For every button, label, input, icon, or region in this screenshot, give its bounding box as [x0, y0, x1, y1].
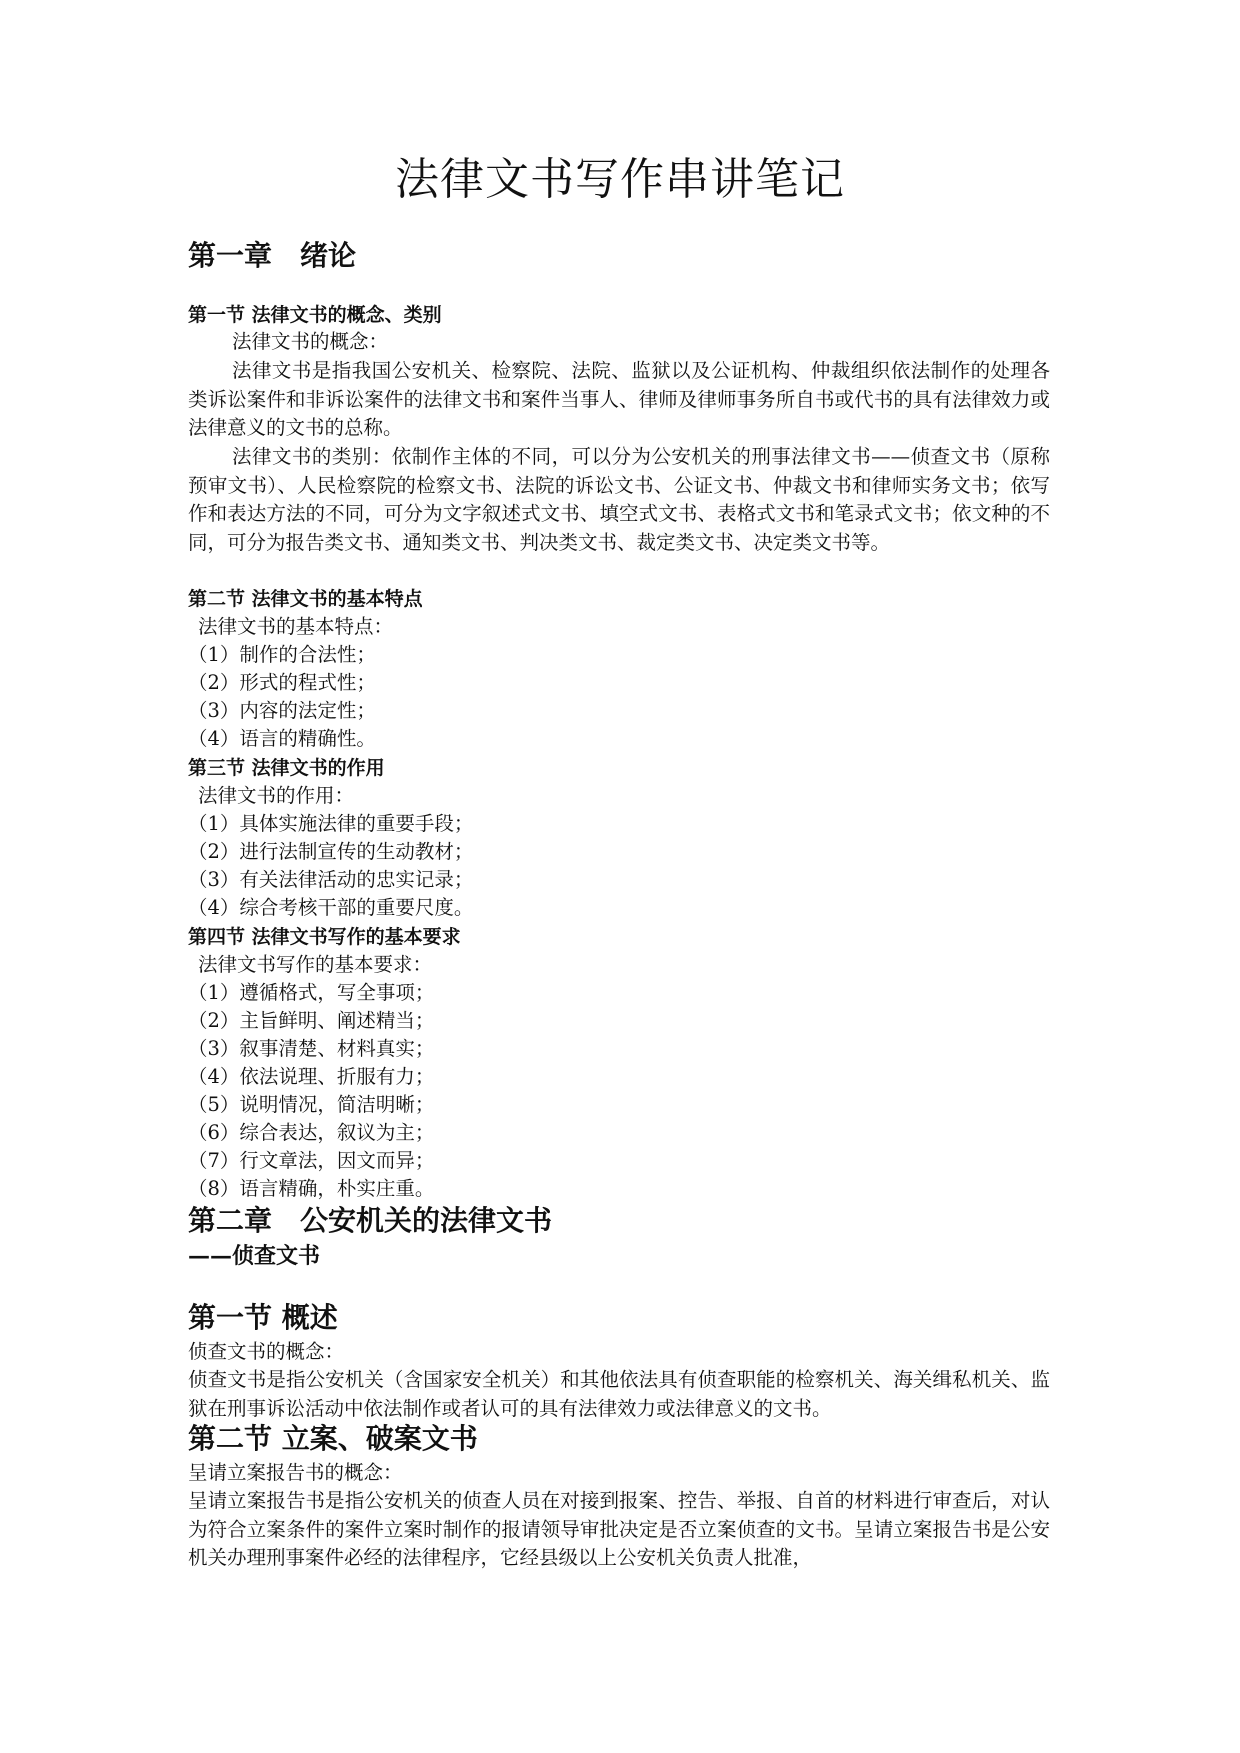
document-title: 法律文书写作串讲笔记: [395, 154, 845, 205]
ch1-s3-label: 法律文书的作用：: [198, 784, 355, 807]
list-item: （1）具体实施法律的重要手段；: [188, 812, 474, 835]
chapter-2-heading: 第二章 公安机关的法律文书: [188, 1204, 553, 1237]
ch2-section-2-heading: 第二节 立案、破案文书: [188, 1422, 478, 1455]
list-item: （3）内容的法定性；: [188, 699, 376, 722]
list-item: （4）依法说理、折服有力；: [188, 1065, 435, 1088]
list-item: （3）有关法律活动的忠实记录；: [188, 868, 474, 891]
ch2-s1-paragraph: 侦查文书是指公安机关（含国家安全机关）和其他依法具有侦查职能的检察机关、海关缉私机关、监狱在刑事诉讼活动中依法制作或者认可的具有法律效力或法律意义的文书。: [188, 1368, 1050, 1420]
list-item: （2）进行法制宣传的生动教材；: [188, 840, 474, 863]
list-item: （2）主旨鲜明、阐述精当；: [188, 1009, 435, 1032]
ch1-section-4-heading: 第四节 法律文书写作的基本要求: [188, 926, 461, 948]
ch2-section-1-heading: 第一节 概述: [188, 1301, 338, 1334]
ch1-section-3-heading: 第三节 法律文书的作用: [188, 757, 385, 779]
ch1-section-2-heading: 第二节 法律文书的基本特点: [188, 588, 423, 610]
list-item: （7）行文章法，因文而异；: [188, 1149, 435, 1172]
ch2-s2-paragraph: 呈请立案报告书是指公安机关的侦查人员在对接到报案、控告、举报、自首的材料进行审查后，对认为符合立案条件的案件立案时制作的报请领导审批决定是否立案侦查的文书。呈请立案报告书是公安机关办理刑事案件必经的法律程序，它经县级以上公安机关负责人批准，: [188, 1489, 1050, 1569]
list-item: （5）说明情况，简洁明晰；: [188, 1093, 435, 1116]
ch1-s1-concept-paragraph: 法律文书是指我国公安机关、检察院、法院、监狱以及公证机构、仲裁组织依法制作的处理各类诉讼案件和非诉讼案件的法律文书和案件当事人、律师及律师事务所自书或代书的具有法律效力或法律意义的文书的总称。: [188, 359, 1050, 439]
ch2-s2-label: 呈请立案报告书的概念：: [188, 1461, 403, 1484]
chapter-2-subtitle: ——侦查文书: [188, 1243, 321, 1269]
list-item: （1）遵循格式，写全事项；: [188, 981, 435, 1004]
ch1-s1-category-paragraph: 法律文书的类别：依制作主体的不同，可以分为公安机关的刑事法律文书——侦查文书（原称预审文书）、人民检察院的检察文书、法院的诉讼文书、公证文书、仲裁文书和律师实务文书；依写作和表达方法的不同，可分为文字叙述式文书、填空式文书、表格式文书和笔录式文书；依文种的不同，可分为报告类文书、通知类文书、判决类文书、裁定类文书、决定类文书等。: [188, 445, 1050, 554]
list-item: （2）形式的程式性；: [188, 671, 376, 694]
chapter-1-heading: 第一章 绪论: [188, 239, 357, 272]
list-item: （4）综合考核干部的重要尺度。: [188, 896, 474, 919]
list-item: （6）综合表达，叙议为主；: [188, 1121, 435, 1144]
ch1-s1-concept-label: 法律文书的概念：: [232, 330, 389, 353]
list-item: （4）语言的精确性。: [188, 727, 376, 750]
ch2-s1-label: 侦查文书的概念：: [188, 1340, 345, 1363]
ch1-section-1-heading: 第一节 法律文书的概念、类别: [188, 304, 442, 326]
list-item: （3）叙事清楚、材料真实；: [188, 1037, 435, 1060]
list-item: （1）制作的合法性；: [188, 643, 376, 666]
list-item: （8）语言精确，朴实庄重。: [188, 1177, 435, 1200]
ch1-s2-label: 法律文书的基本特点：: [198, 615, 394, 638]
ch1-s4-label: 法律文书写作的基本要求：: [198, 953, 433, 976]
